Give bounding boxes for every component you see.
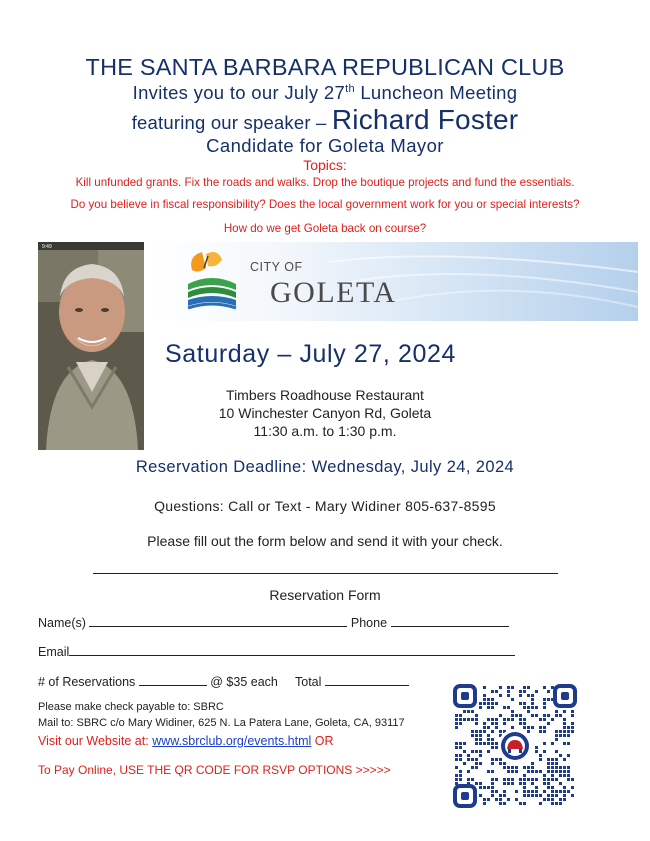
invite-prefix: Invites you to our July 27 [132,82,346,103]
questions-contact: Questions: Call or Text - Mary Widiner 805-637-8595 [154,498,496,514]
website-suffix: OR [311,734,334,748]
reservations-label: # of Reservations [38,675,136,689]
reservations-count-field[interactable] [139,673,207,686]
reservation-deadline: Reservation Deadline: Wednesday, July 24, 2024 [135,458,515,476]
mail-to-address: Mail to: SBRC c/o Mary Widiner, 625 N. La Patera Lane, Goleta, CA, 93117 [38,717,405,729]
name-label: Name(s) [38,616,86,630]
website-prefix: Visit our Website at: [38,734,153,748]
topic-item: How do we get Goleta back on course? [223,222,427,235]
speaker-photo [38,242,144,450]
candidate-line: Candidate for Goleta Mayor [206,135,444,156]
event-date: Saturday – July 27, 2024 [165,340,456,368]
website-line [38,734,334,748]
email-label: Email [38,645,70,659]
topic-item: Kill unfunded grants. Fix the roads and walks. Drop the boutique projects and fund the essentials. [75,176,575,189]
speaker-name: Richard Foster [331,104,519,135]
form-title: Reservation Form [269,587,381,603]
topic-item: Do you believe in fiscal responsibility? Does the local government work for you or special interests? [70,198,580,211]
reservations-row [38,673,409,689]
name-phone-row [38,614,509,630]
email-row [38,643,515,659]
payable-note: Please make check payable to: SBRC [38,701,224,713]
divider [93,573,558,574]
goleta-butterfly-logo-icon [184,250,240,317]
email-field[interactable] [69,643,515,656]
city-name: GOLETA [270,276,397,309]
speaker-prefix: featuring our speaker – [131,112,332,133]
price-label: @ $35 each [210,675,278,689]
phone-field[interactable] [391,614,509,627]
venue-name: Timbers Roadhouse Restaurant [226,387,424,403]
invite-line [0,82,650,104]
city-of-label: CITY OF [250,260,303,274]
speaker-line [0,104,650,136]
form-instruction: Please fill out the form below and send it with your check. [147,533,503,549]
name-field[interactable] [89,614,347,627]
venue-address: 10 Winchester Canyon Rd, Goleta [218,405,432,421]
total-field[interactable] [325,673,409,686]
club-title: THE SANTA BARBARA REPUBLICAN CLUB [85,54,565,80]
invite-ordinal: th [345,82,355,95]
svg-text:9:49: 9:49 [42,244,52,250]
phone-label: Phone [350,616,388,630]
total-label: Total [295,675,322,689]
topics-label: Topics: [303,157,347,173]
qr-code-icon[interactable] [452,683,578,809]
invite-suffix: Luncheon Meeting [354,82,518,103]
website-link[interactable]: www.sbrclub.org/events.html [152,734,312,748]
pay-online-note: To Pay Online, USE THE QR CODE FOR RSVP OPTIONS >>>>> [38,763,391,777]
event-time: 11:30 a.m. to 1:30 p.m. [253,423,397,439]
